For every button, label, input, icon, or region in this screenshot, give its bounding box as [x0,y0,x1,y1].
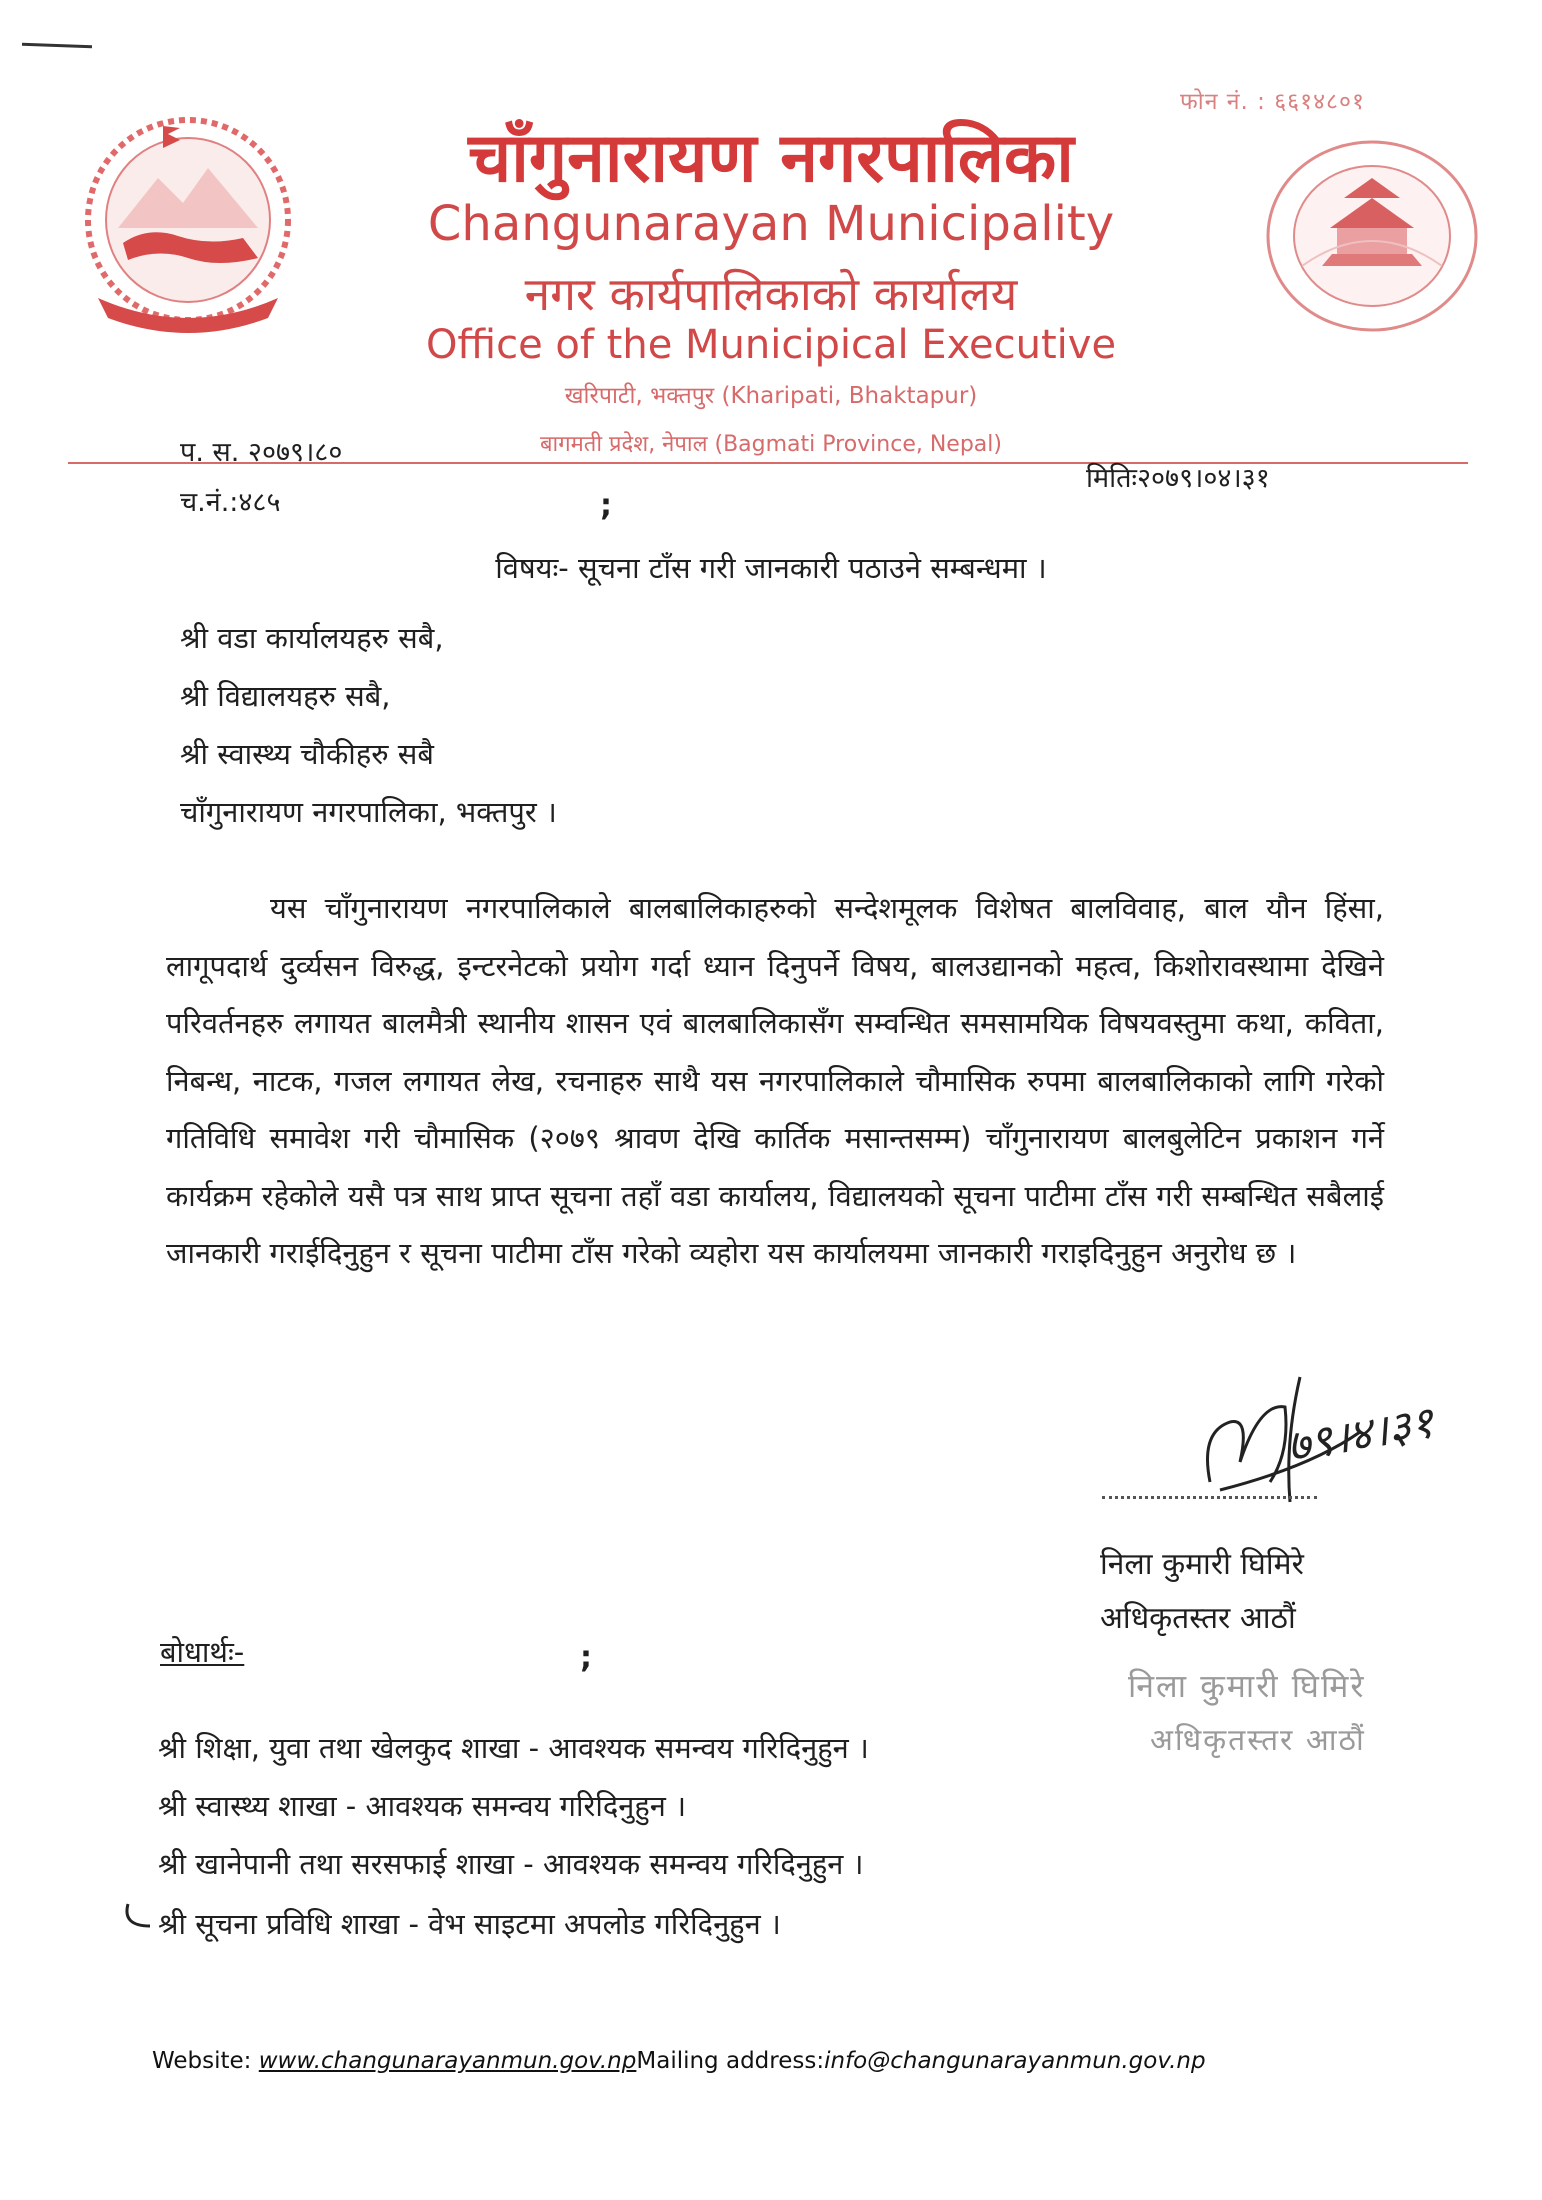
cc-line: श्री शिक्षा, युवा तथा खेलकुद शाखा - आवश्यक समन्वय गरिदिनुहुन । [158,1731,869,1765]
phone-number: फोन नं. : ६६१४८०१ [1180,89,1365,115]
stamp-title: अधिकृतस्तर आठौं [1150,1723,1366,1758]
mail-label: Mailing address: [636,2048,825,2074]
reference-ps: प. स. २०७९।८० [180,437,343,468]
signer-name: निला कुमारी घिमिरे [1100,1547,1304,1582]
signature-dotted-line [1102,1496,1317,1499]
handwritten-tick-mark [120,1896,170,1936]
website-link[interactable]: www.changunarayanmun.gov.np [258,2048,637,2074]
website-label: Website: [152,2048,259,2074]
stamp-name: निला कुमारी घिमिरे [1128,1667,1366,1705]
addressee-line: श्री स्वास्थ्य चौकीहरु सबै [180,737,434,771]
margin-dash-mark [22,43,92,48]
addressee-line: श्री विद्यालयहरु सबै, [180,679,391,713]
mail-address[interactable]: info@changunarayanmun.gov.np [824,2048,1206,2074]
municipality-name-np: चाँगुनारायण नगरपालिका [468,119,1074,198]
office-name-np: नगर कार्यपालिकाको कार्यालय [524,267,1018,321]
municipality-name-en: Changunarayan Municipality [427,196,1115,252]
cc-line: श्री सूचना प्रविधि शाखा - वेभ साइटमा अपलोड गरिदिनुहुन । [158,1907,781,1941]
cc-heading: बोधार्थः- [160,1635,245,1669]
letter-date: मितिः२०७९।०४।३१ [1086,463,1270,494]
signature-scribble [1190,1372,1490,1522]
cc-line: श्री स्वास्थ्य शाखा - आवश्यक समन्वय गरिदिनुहुन । [158,1789,687,1823]
letter-body: यस चाँगुनारायण नगरपालिकाले बालबालिकाहरुको सन्देशमूलक विशेषत बालविवाह, बाल यौन हिंसा, लागूपदार्थ दुर्व्यसन विरुद्ध, इन्टरनेटको प्रयोग गर्दा ध्यान दिनुपर्ने विषय, बालउद्यानको महत्व, किशोरावस्थामा देखिने परिवर्तनहरु लगायत बालमैत्री स्थानीय शासन एवं बालबालिकासँग सम्वन्धित समसामयिक विषयवस्तुमा कथा, कविता, निबन्ध, नाटक, गजल लगायत लेख, रचनाहरु साथै यस नगरपालिकाले चौमासिक रुपमा बालबालिकाको लागि गरेको गतिविधि समावेश गरी चौमासिक (२०७९ श्रावण देखि कार्तिक मसान्तसम्म) चाँगुनारायण बालबुलेटिन प्रकाशन गर्ने कार्यक्रम रहेकोले यसै पत्र साथ प्राप्त सूचना तहाँ वडा कार्यालय, विद्यालयको सूचना पाटीमा टाँस गरी सम्बन्धित सबैलाई जानकारी गराईदिनुहुन र सूचना पाटीमा टाँस गरेको व्यहोरा यस कार्यालयमा जानकारी गराइदिनुहुन अनुरोध छ । [166,891,1384,1270]
handwritten-signature [1190,1372,1490,1522]
cc-line: श्री खानेपानी तथा सरसफाई शाखा - आवश्यक समन्वय गरिदिनुहुन । [158,1847,864,1881]
addressee-line: चाँगुनारायण नगरपालिका, भक्तपुर । [180,795,557,829]
signer-title: अधिकृतस्तर आठौं [1100,1601,1296,1636]
address-line-1: खरिपाटी, भक्तपुर (Kharipati, Bhaktapur) [564,383,978,409]
address-line-2: बागमती प्रदेश, नेपाल (Bagmati Province, Nepal) [540,432,1002,457]
office-name-en: Office of the Municipical Executive [425,322,1117,368]
letter-subject: विषयः- सूचना टाँस गरी जानकारी पठाउने सम्बन्धमा । [495,551,1047,585]
semicolon-mark: ; [580,1640,592,1675]
addressee-line: श्री वडा कार्यालयहरु सबै, [180,621,444,655]
semicolon-mark: ; [600,488,612,523]
reference-cn: च.नं.:४८५ [180,487,281,518]
signature-date: ७९।४।३१ [1283,1396,1438,1473]
footer [152,2048,1206,2074]
